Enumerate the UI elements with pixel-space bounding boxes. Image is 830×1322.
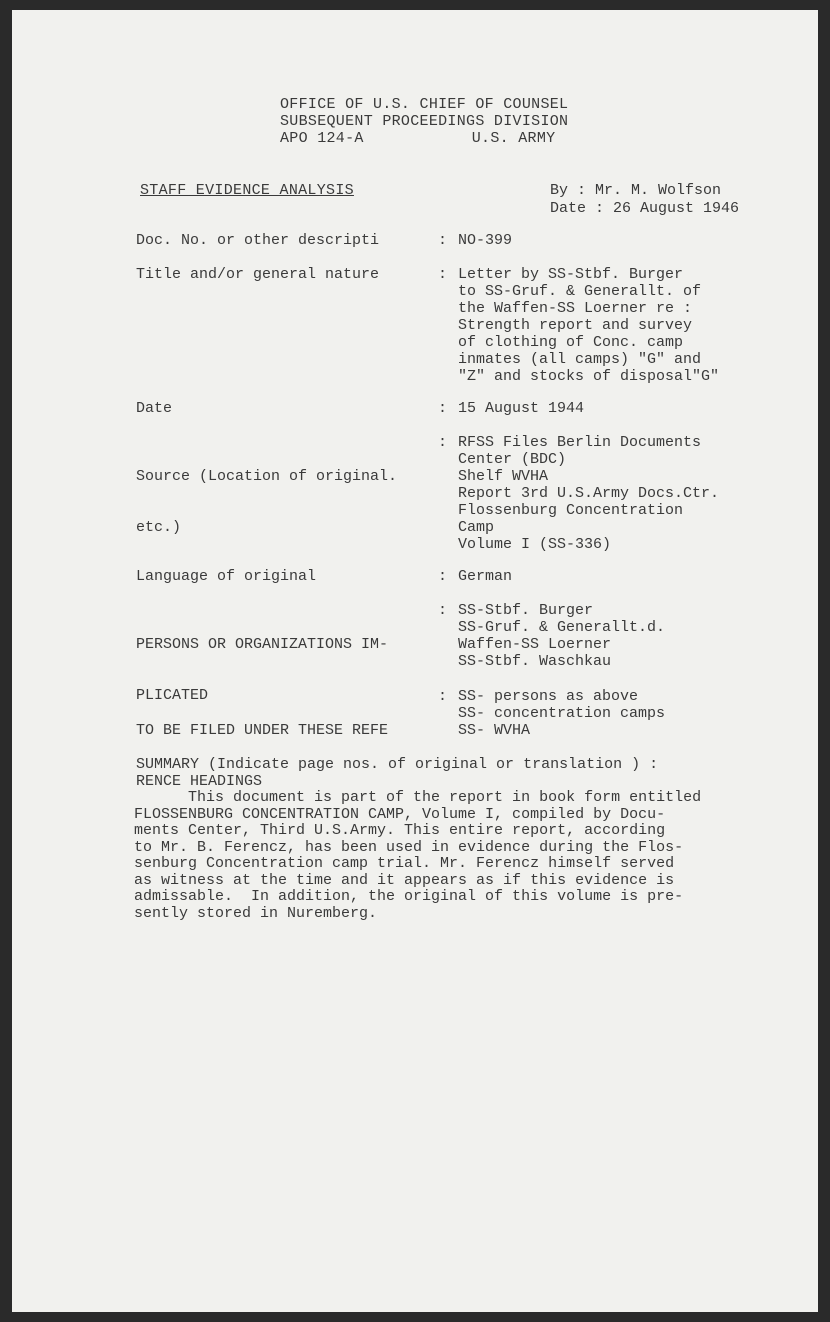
field-colon: : [438, 266, 448, 283]
value-line: to SS-Gruf. & Generallt. of [458, 283, 702, 300]
letterhead-apo: APO 124-A [280, 130, 364, 147]
author-line: By : Mr. M. Wolfson [550, 182, 722, 199]
field-colon: : [438, 434, 448, 451]
field-label: Date [136, 400, 173, 417]
summary-line: ments Center, Third U.S.Army. This entire report, according [134, 822, 666, 839]
field-colon: : [438, 568, 448, 585]
field-value [458, 602, 768, 670]
summary-text [134, 790, 774, 922]
value-line: "Z" and stocks of disposal"G" [458, 368, 720, 385]
field-label: Language of original [136, 568, 317, 585]
value-line: Camp [458, 519, 495, 536]
label-line: PLICATED [136, 687, 209, 704]
field-colon: : [438, 688, 448, 705]
summary-line: senburg Concentration camp trial. Mr. Ferencz himself served [134, 855, 675, 872]
author-date-block [550, 182, 739, 218]
summary-line: sently stored in Nuremberg. [134, 904, 378, 922]
label-line: PERSONS OR ORGANIZATIONS IM- [136, 636, 389, 653]
field-colon: : [438, 400, 448, 417]
field-label [136, 434, 426, 570]
field-value [458, 688, 768, 739]
value-line: Letter by SS-Stbf. Burger [458, 266, 684, 283]
label-line: Source (Location of original. [136, 468, 398, 485]
value-line: RFSS Files Berlin Documents [458, 434, 702, 451]
value-line: the Waffen-SS Loerner re : [458, 300, 693, 317]
value-line: SS- concentration camps [458, 705, 666, 722]
field-value: NO-399 [458, 232, 513, 249]
letterhead-army: U.S. ARMY [471, 130, 556, 147]
letterhead-line-1: OFFICE OF U.S. CHIEF OF COUNSEL [280, 96, 569, 113]
value-line: SS- persons as above [458, 688, 639, 705]
value-line: SS-Gruf. & Generallt.d. [458, 619, 666, 636]
value-line: Report 3rd U.S.Army Docs.Ctr. [458, 485, 720, 502]
field-value [458, 434, 768, 553]
date-line: Date : 26 August 1946 [550, 200, 740, 217]
summary-heading: SUMMARY (Indicate page nos. of original or translation ) : [136, 756, 659, 773]
field-value: 15 August 1944 [458, 400, 585, 417]
value-line: of clothing of Conc. camp [458, 334, 684, 351]
summary-line: as witness at the time and it appears as if this evidence is [134, 871, 675, 889]
field-value [458, 266, 768, 385]
field-colon: : [438, 602, 448, 619]
value-line: Strength report and survey [458, 317, 693, 334]
value-line: SS-Stbf. Waschkau [458, 653, 612, 670]
document-page [12, 10, 818, 1312]
summary-line: FLOSSENBURG CONCENTRATION CAMP, Volume I, compiled by Docu- [134, 805, 666, 823]
value-line: Waffen-SS Loerner [458, 636, 612, 653]
summary-line: to Mr. B. Ferencz, has been used in evidence during the Flos- [134, 838, 684, 856]
value-line: Shelf WVHA [458, 468, 549, 485]
value-line: Center (BDC) [458, 451, 567, 468]
value-line: SS-Stbf. Burger [458, 602, 594, 619]
letterhead [280, 96, 568, 147]
summary-line: This document is part of the report in book form entitled [134, 789, 702, 806]
value-line: Volume I (SS-336) [458, 536, 612, 553]
field-colon: : [438, 232, 448, 249]
document-title: STAFF EVIDENCE ANALYSIS [140, 182, 354, 199]
field-value: German [458, 568, 513, 585]
label-line: TO BE FILED UNDER THESE REFE [136, 722, 389, 739]
label-line: etc.) [136, 519, 182, 536]
value-line: inmates (all camps) "G" and [458, 351, 702, 368]
summary-line: admissable. In addition, the original of this volume is pre- [134, 888, 684, 905]
letterhead-line-3 [280, 130, 568, 147]
value-line: Flossenburg Concentration [458, 502, 684, 519]
letterhead-line-2: SUBSEQUENT PROCEEDINGS DIVISION [280, 113, 569, 130]
label-line: RENCE HEADINGS [136, 773, 263, 790]
field-label: Title and/or general nature [136, 266, 380, 283]
value-line: SS- WVHA [458, 722, 531, 739]
field-label: Doc. No. or other descripti [136, 232, 380, 249]
